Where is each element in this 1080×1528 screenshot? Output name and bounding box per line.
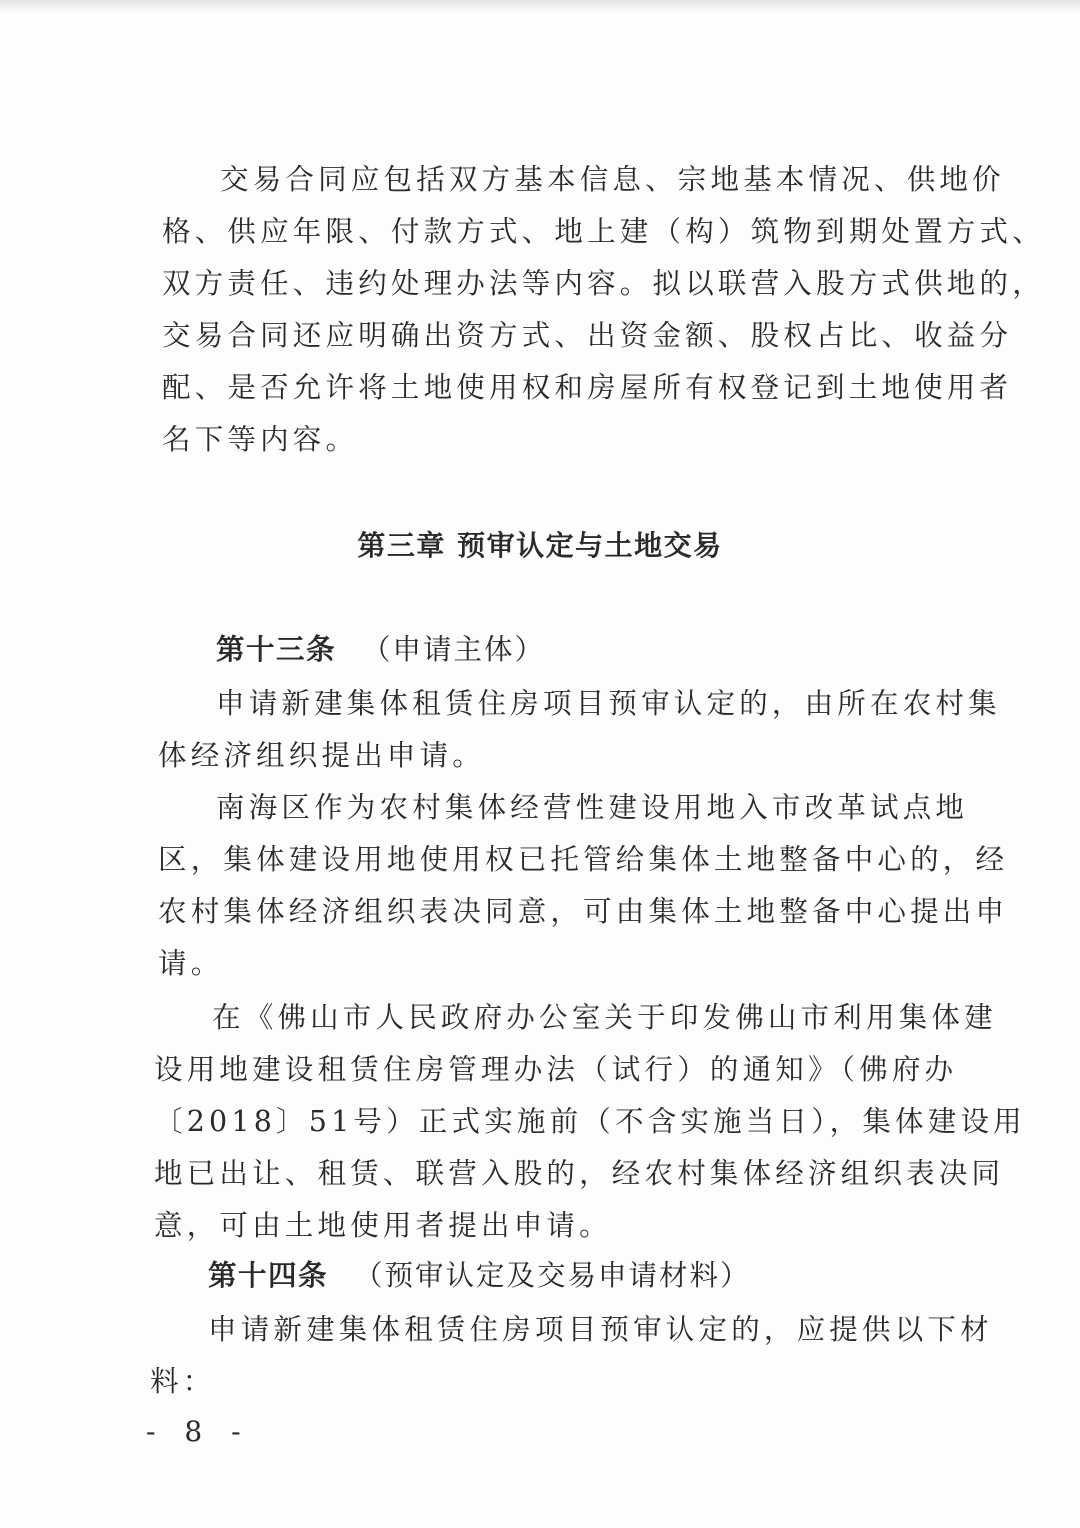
paragraph1-line-4: 交易合同还应明确出资方式、出资金额、股权占比、收益分 bbox=[162, 319, 1013, 352]
article13-para3-line-2: 设用地建设租赁住房管理办法（试行）的通知》（佛府办 bbox=[154, 1053, 958, 1086]
article13-para2-line-2: 区，集体建设用地使用权已托管给集体土地整备中心的，经 bbox=[158, 843, 1009, 876]
paragraph1-line-1: 交易合同应包括双方基本信息、宗地基本情况、供地价 bbox=[220, 163, 1005, 196]
article14-para1-line-1: 申请新建集体租赁住房项目预审认定的，应提供以下材 bbox=[208, 1313, 993, 1346]
article13-subtitle: （申请主体） bbox=[362, 633, 546, 666]
article13-para3-line-1: 在《佛山市人民政府办公室关于印发佛山市利用集体建 bbox=[212, 1001, 997, 1034]
article13-para3-line-5: 意，可由土地使用者提出申请。 bbox=[154, 1209, 612, 1242]
paragraph1-line-3: 双方责任、违约处理办法等内容。拟以联营入股方式供地的， bbox=[162, 267, 1045, 300]
page-top-edge bbox=[0, 0, 1080, 14]
article14-subtitle: （预审认定及交易申请材料） bbox=[354, 1259, 751, 1292]
paragraph1-line-5: 配、是否允许将土地使用权和房屋所有权登记到土地使用者 bbox=[162, 371, 1013, 404]
article13-para1-line-2: 体经济组织提出申请。 bbox=[158, 739, 486, 772]
paragraph1-line-6: 名下等内容。 bbox=[162, 423, 359, 456]
article13-para1-line-1: 申请新建集体租赁住房项目预审认定的，由所在农村集 bbox=[216, 687, 1001, 720]
article14-heading bbox=[208, 1256, 751, 1296]
article13-heading bbox=[216, 630, 545, 670]
page-number: - 8 - bbox=[146, 1415, 251, 1448]
article13-para3-line-3: 〔2018〕51号）正式实施前（不含实施当日），集体建设用 bbox=[154, 1105, 1026, 1138]
article14-para1-line-2: 料： bbox=[150, 1365, 216, 1398]
article14-title: 第十四条 bbox=[208, 1259, 329, 1292]
article13-para2-line-3: 农村集体经济组织表决同意，可由集体土地整备中心提出申 bbox=[158, 895, 1009, 928]
chapter-heading: 第三章 预审认定与土地交易 bbox=[357, 529, 723, 562]
article13-para2-line-4: 请。 bbox=[158, 947, 224, 980]
paragraph1-line-2: 格、供应年限、付款方式、地上建（构）筑物到期处置方式、 bbox=[162, 215, 1045, 248]
article13-title: 第十三条 bbox=[216, 633, 337, 666]
article13-para2-line-1: 南海区作为农村集体经营性建设用地入市改革试点地 bbox=[216, 791, 969, 824]
article13-para3-line-4: 地已出让、租赁、联营入股的，经农村集体经济组织表决同 bbox=[154, 1157, 1005, 1190]
